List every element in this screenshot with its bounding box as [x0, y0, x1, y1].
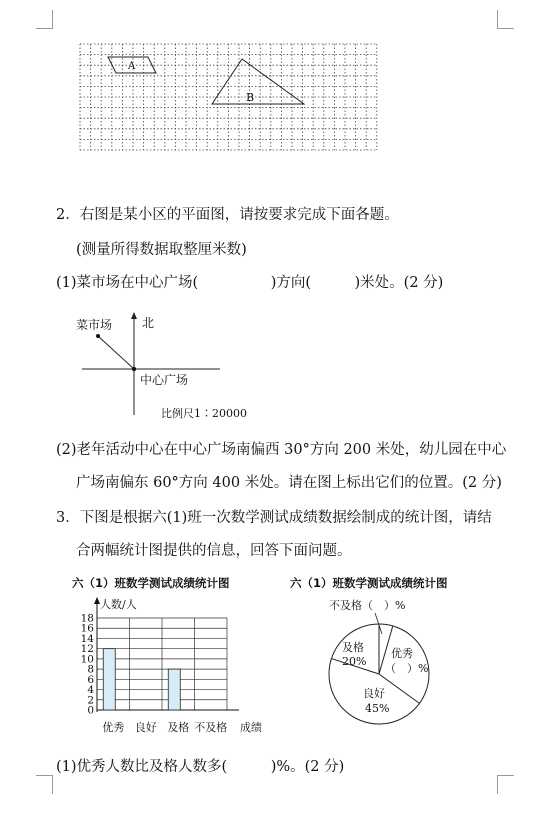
bar-chart-ytick: 2: [87, 694, 94, 707]
q2-note: (测量所得数据取整厘米数): [76, 242, 247, 258]
q2-stem: 2．右图是某小区的平面图，请按要求完成下面各题。: [56, 207, 399, 223]
crop-mark-top-left: [36, 10, 53, 29]
pie-label-pass-name: 及格: [342, 641, 364, 654]
bar-chart-category-label: 优秀: [102, 721, 125, 734]
q2-sub2-line2: 广场南偏东 60°方向 400 米处。请在图上标出它们的位置。(2 分): [76, 475, 502, 491]
bar-chart-ytick: 10: [80, 653, 94, 666]
bar-chart-ytick: 8: [87, 663, 94, 676]
q2-sub2-line1: (2)老年活动中心在中心广场南偏西 30°方向 200 米处，幼儿园在中心: [56, 442, 507, 458]
bar-chart-title: 六（1）班数学测试成绩统计图: [72, 576, 230, 590]
pie-label-good-name: 良好: [363, 687, 385, 700]
bar-chart-category-label: 及格: [167, 721, 190, 734]
market-point: [96, 334, 100, 338]
q3-sub1: (1)优秀人数比及格人数多( )%。(2 分): [56, 759, 345, 775]
bar-chart-ytick: 16: [80, 622, 94, 635]
q3-stem-line1: 3．下图是根据六(1)班一次数学测试成绩数据绘制成的统计图，请结: [56, 510, 492, 526]
pie-label-fail-value: （ ）%: [362, 599, 406, 612]
bar-chart-ytick: 0: [87, 704, 94, 717]
bar-2: [168, 669, 180, 710]
bar-chart-ytick: 18: [80, 612, 94, 625]
bar-chart-xlabel: 成绩: [240, 721, 262, 734]
bar-chart-ytick: 14: [80, 632, 94, 645]
plan-map: [60, 305, 280, 425]
pie-chart: [315, 594, 455, 734]
shape-b-label: B: [246, 91, 255, 104]
center-label: 中心广场: [140, 373, 189, 387]
pie-label-fail-name: 不及格: [329, 599, 362, 612]
market-direction-line: [98, 336, 134, 369]
bar-0: [103, 649, 115, 710]
bar-chart-category-label: 良好: [134, 721, 157, 734]
bar-chart-ytick: 6: [87, 673, 94, 686]
pie-label-fail: [329, 598, 405, 612]
bar-chart-ylabel: 人数/人: [100, 598, 137, 611]
pie-slice-boundary: [379, 674, 419, 703]
shape-a-label: A: [128, 61, 136, 72]
dotted-grid: [80, 44, 377, 150]
pie-label-excellent-value: （ ）%: [385, 662, 429, 675]
crop-mark-bottom-left: [36, 775, 53, 794]
pie-label-good-value: 45%: [365, 702, 390, 715]
q2-sub1: (1)菜市场在中心广场( )方向( )米处。(2 分): [56, 275, 444, 291]
north-arrow-head: [131, 312, 137, 319]
pie-label-pass-value: 20%: [342, 655, 367, 668]
market-label: 菜市场: [76, 318, 113, 332]
pie-label-excellent-name: 优秀: [391, 647, 413, 660]
bar-chart: [60, 592, 285, 740]
bar-chart-category-label: 不及格: [194, 721, 228, 734]
crop-mark-bottom-right: [497, 775, 514, 794]
pie-chart-title: 六（1）班数学测试成绩统计图: [290, 576, 448, 590]
bar-chart-ytick: 12: [80, 643, 94, 656]
scale-label: 比例尺1∶20000: [161, 407, 247, 420]
grid-figure: [78, 42, 380, 152]
north-label: 北: [142, 316, 155, 330]
bar-chart-ytick: 4: [87, 684, 94, 697]
center-point: [132, 367, 136, 371]
crop-mark-top-right: [497, 10, 514, 29]
q3-stem-line2: 合两幅统计图提供的信息，回答下面问题。: [76, 543, 352, 559]
